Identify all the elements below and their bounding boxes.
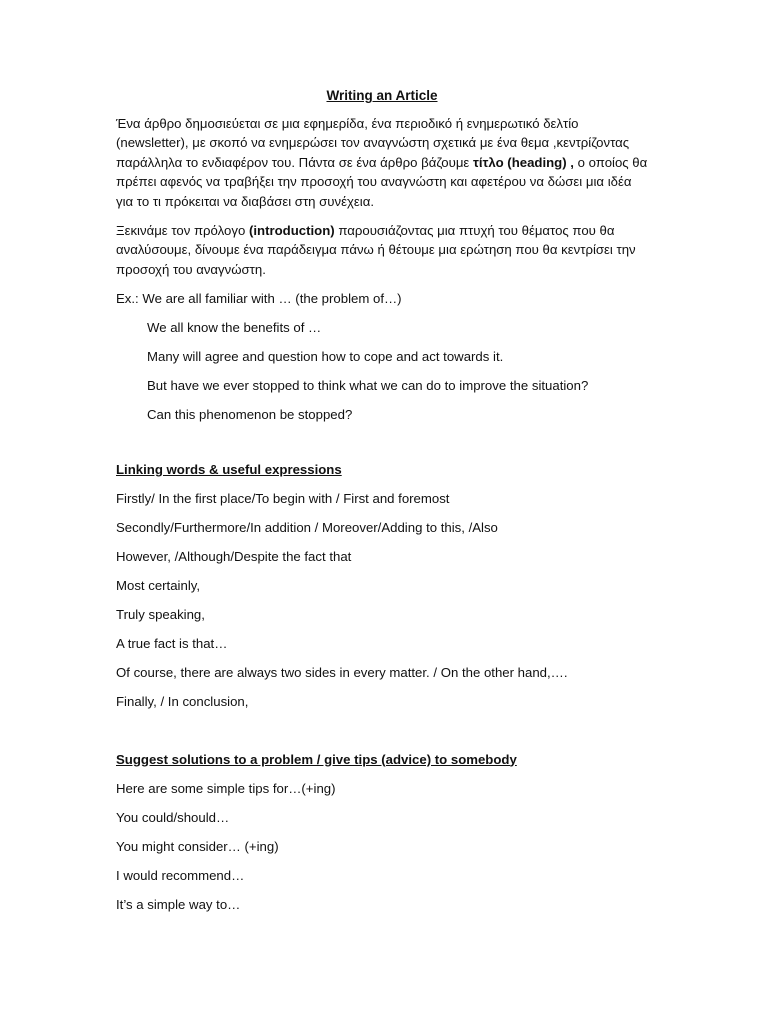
solutions-item: You might consider… (+ing) bbox=[116, 838, 279, 854]
example-item: But have we ever stopped to think what we can do to improve the situation? bbox=[147, 377, 589, 393]
intro-paragraph-2 bbox=[116, 221, 648, 280]
intro-p1-bold: τίτλο (heading) , bbox=[472, 154, 574, 170]
example-item: Can this phenomenon be stopped? bbox=[147, 406, 353, 422]
linking-item: Truly speaking, bbox=[116, 607, 205, 622]
intro-paragraph-1 bbox=[116, 114, 648, 212]
linking-item: Secondly/Furthermore/In addition / Moreover/Adding to this, /Also bbox=[116, 520, 498, 535]
example-lead: Ex.: We are all familiar with … (the problem of…) bbox=[116, 290, 402, 306]
intro-p2-text-a: Ξεκινάμε τον πρόλογο bbox=[116, 222, 249, 238]
intro-p1-text-a: Ένα άρθρο δημοσιεύεται σε μια εφημερίδα, ένα περιοδικό ή ενημερωτικό δελτίο (newsletter), με σκοπό να ενημερώσει τον αναγνώστη σχετικά με ένα θεμα ,κεντρίζοντας παράλληλα το ενδιαφέρον του. Πάντα σε ένα άρθρο βάζουμε bbox=[116, 115, 630, 170]
solutions-item: You could/should… bbox=[116, 809, 230, 825]
solutions-item: I would recommend… bbox=[116, 867, 245, 883]
solutions-item: It’s a simple way to… bbox=[116, 896, 241, 912]
linking-item: Firstly/ In the first place/To begin with / First and foremost bbox=[116, 491, 450, 506]
example-item: We all know the benefits of … bbox=[147, 319, 322, 335]
intro-p2-bold: (introduction) bbox=[248, 222, 335, 238]
linking-item: A true fact is that… bbox=[116, 636, 228, 651]
linking-item: Finally, / In conclusion, bbox=[116, 694, 249, 709]
linking-heading: Linking words & useful expressions bbox=[116, 462, 342, 477]
document-title: Writing an Article bbox=[326, 88, 438, 103]
intro-p1-text-b: ο οποίος θα πρέπει αφενός να τραβήξει την προσοχή του αναγνώστη και αφετέρου να δώσει μια ιδέα για το τι πρόκειται να διαβάσει στη συνέχεια. bbox=[116, 154, 648, 209]
intro-p2-text-b: παρουσιάζοντας μια πτυχή του θέματος που θα αναλύσουμε, δίνουμε ένα παράδειγμα πάνω ή θέτουμε μια ερώτηση που θα κεντρίσει την προσοχή του αναγνώστη. bbox=[116, 222, 636, 277]
linking-item: Most certainly, bbox=[116, 578, 201, 593]
linking-item: Of course, there are always two sides in every matter. / On the other hand,…. bbox=[116, 665, 568, 680]
example-item: Many will agree and question how to cope and act towards it. bbox=[147, 348, 504, 364]
linking-item: However, /Although/Despite the fact that bbox=[116, 549, 352, 564]
solutions-heading: Suggest solutions to a problem / give tips (advice) to somebody bbox=[116, 751, 517, 767]
solutions-item: Here are some simple tips for…(+ing) bbox=[116, 780, 336, 796]
